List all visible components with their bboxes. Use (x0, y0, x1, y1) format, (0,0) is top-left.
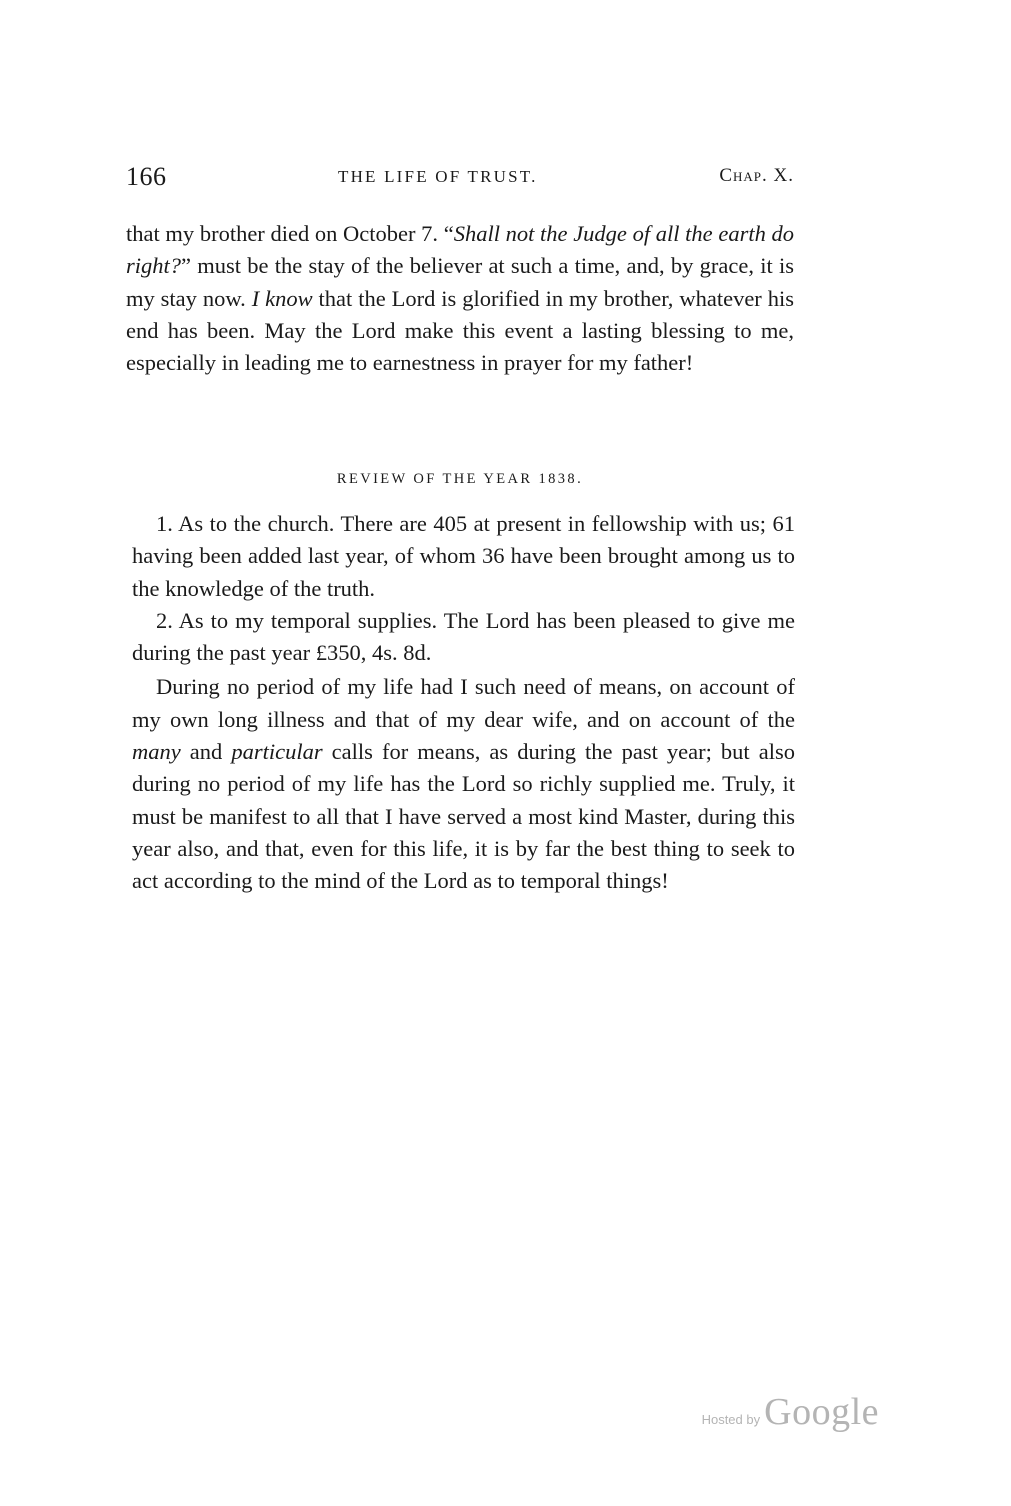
paragraph-brother-death (126, 218, 794, 379)
google-logo: Google (764, 1391, 879, 1433)
italic-emphasis: many (132, 739, 181, 765)
review-section (132, 508, 795, 898)
chapter-label: Chap. X. (719, 165, 794, 186)
italic-emphasis: I know (251, 285, 313, 311)
italic-quote: Shall not the Judge of all the earth do right? (126, 221, 794, 279)
text-segment: ” must be the stay of the believer at such a time, and, by grace, it is my stay now. (126, 253, 794, 311)
running-title: THE LIFE OF TRUST. (338, 167, 538, 186)
paragraph-text (126, 218, 794, 379)
text-segment: that the Lord is glorified in my brother, whatever his end has been. May the Lord make this event a lasting blessing to me, especially in leading me to earnestness in prayer for my father! (126, 285, 794, 376)
review-paragraph (132, 671, 795, 897)
page-number: 166 (126, 162, 167, 191)
section-heading: REVIEW OF THE YEAR 1838. (336, 471, 584, 487)
page-header (126, 160, 794, 200)
hosted-by-text: Hosted by (701, 1412, 761, 1427)
text-segment: calls for means, as during the past year; but also during no period of my life has the Lord so richly supplied me. Truly, it must be manifest to all that I have served a most kind Master, during this year also, and that, even for this life, it is by far the best thing to seek to act according to the mind of the Lord as to temporal things! (132, 739, 795, 894)
review-item-supplies: 2. As to my temporal supplies. The Lord has been pleased to give me during the past year £350, 4s. 8d. (132, 607, 795, 666)
hosted-by-watermark (702, 1390, 879, 1440)
text-segment: and (180, 739, 232, 765)
text-segment: that my brother died on October 7. “ (126, 221, 454, 246)
review-item-church: 1. As to the church. There are 405 at present in fellowship with us; 61 having been added last year, of whom 36 have been brought among us to the knowledge of the truth. (132, 511, 795, 601)
italic-emphasis: particular (231, 739, 323, 765)
text-segment: During no period of my life had I such need of means, on account of my own long illness and that of my dear wife, and on account of the (132, 674, 795, 732)
